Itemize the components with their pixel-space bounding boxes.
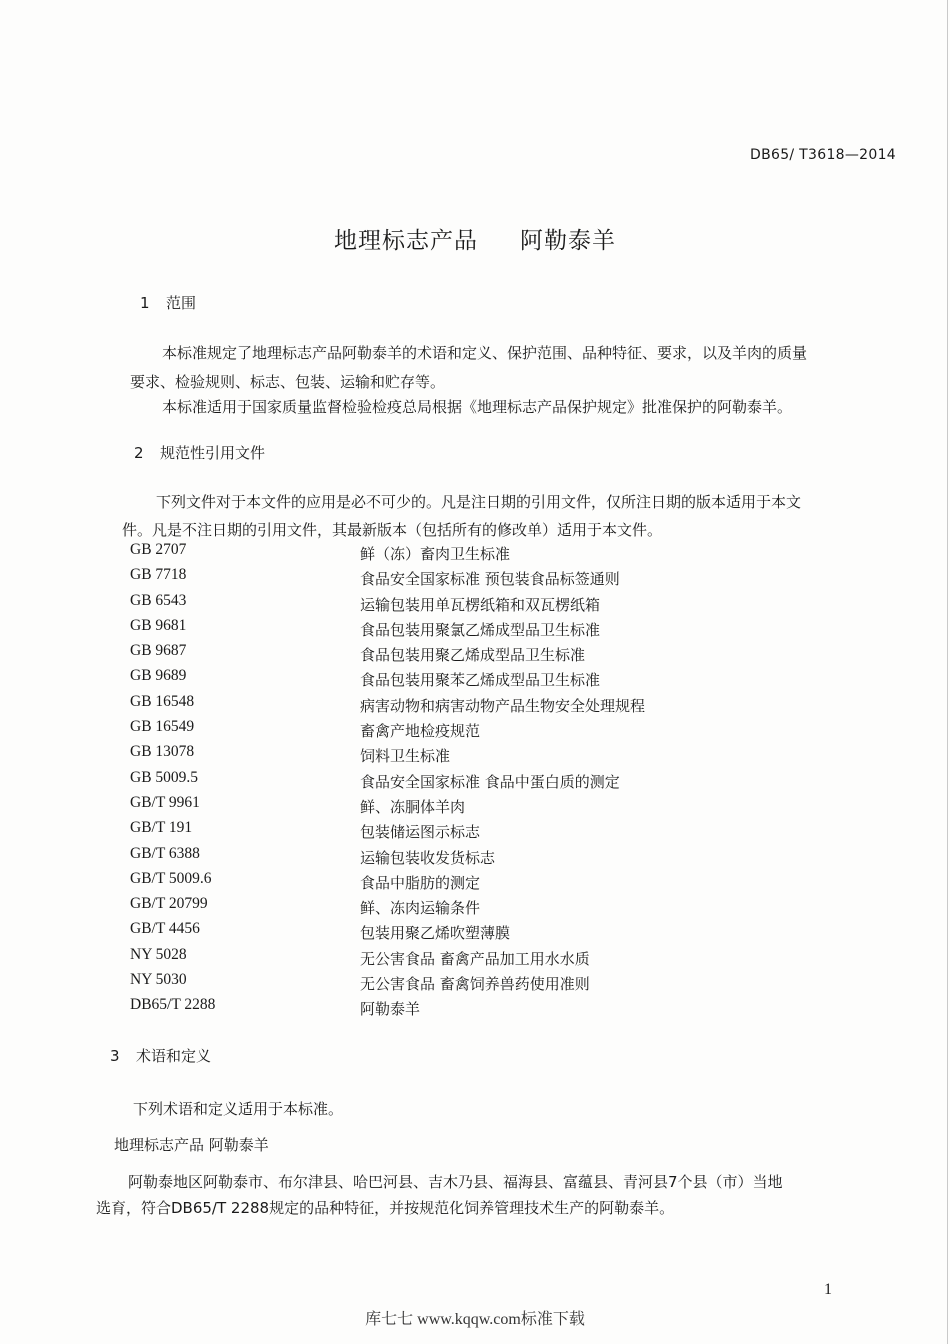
reference-row [130, 845, 770, 870]
section-1-title: 范围 [166, 294, 197, 312]
section-2-heading [134, 442, 265, 463]
section-1-para-2: 本标准适用于国家质量监督检验检疫总局根据《地理标志产品保护规定》批准保护的阿勒泰羊。 [162, 398, 793, 416]
reference-row [130, 541, 770, 566]
term-definition-line-2: 选育，符合DB65/T 2288规定的品种特征，并按规范化饲养管理技术生产的阿勒泰羊。 [96, 1199, 675, 1217]
reference-title: 阿勒泰羊 [360, 1000, 421, 1019]
reference-code: DB65/T 2288 [130, 996, 216, 1014]
section-1-para-1-line-1: 本标准规定了地理标志产品阿勒泰羊的术语和定义、保护范围、品种特征、要求，以及羊肉的质量 [162, 344, 808, 362]
reference-title: 病害动物和病害动物产品生物安全处理规程 [360, 696, 646, 715]
reference-list [130, 541, 770, 1022]
section-2-intro-line-2: 件。凡是不注日期的引用文件，其最新版本（包括所有的修改单）适用于本文件。 [122, 521, 663, 539]
reference-code: GB 6543 [130, 591, 187, 609]
reference-code: GB 16549 [130, 718, 195, 736]
scan-edge-line [947, 0, 948, 1344]
reference-title: 运输包装用单瓦楞纸箱和双瓦楞纸箱 [360, 595, 601, 614]
section-3-intro: 下列术语和定义适用于本标准。 [133, 1100, 344, 1118]
reference-title: 饲料卫生标准 [360, 747, 451, 766]
reference-row [130, 895, 770, 920]
section-3-number: 3 [110, 1047, 120, 1065]
reference-title: 无公害食品 畜禽产品加工用水水质 [360, 949, 590, 968]
reference-row [130, 870, 770, 895]
reference-row [130, 566, 770, 591]
reference-code: GB/T 191 [130, 819, 193, 837]
reference-row [130, 617, 770, 642]
reference-code: NY 5028 [130, 945, 187, 963]
reference-row [130, 642, 770, 667]
reference-row [130, 819, 770, 844]
reference-title: 食品包装用聚氯乙烯成型品卫生标准 [360, 620, 601, 639]
term-definition-line-1: 阿勒泰地区阿勒泰市、布尔津县、哈巴河县、吉木乃县、福海县、富蕴县、青河县7个县（市）当地 [128, 1173, 783, 1191]
reference-code: GB/T 5009.6 [130, 869, 212, 887]
reference-title: 食品安全国家标准 预包装食品标签通则 [360, 570, 620, 589]
document-title [0, 222, 950, 255]
reference-code: GB/T 20799 [130, 895, 208, 913]
section-2-title: 规范性引用文件 [160, 444, 266, 462]
footer-watermark: 库七七 www.kqqw.com标准下载 [365, 1311, 585, 1328]
reference-row [130, 592, 770, 617]
reference-row [130, 743, 770, 768]
reference-title: 鲜（冻）畜肉卫生标准 [360, 545, 511, 563]
section-2-number: 2 [134, 444, 144, 462]
reference-row [130, 920, 770, 945]
standard-number: DB65/ T3618—2014 [750, 147, 896, 163]
reference-code: GB 5009.5 [130, 768, 199, 786]
reference-row [130, 971, 770, 996]
reference-title: 包装储运图示标志 [360, 823, 481, 842]
reference-row [130, 769, 770, 794]
reference-title: 食品中脂肪的测定 [360, 873, 481, 892]
reference-title: 包装用聚乙烯吹塑薄膜 [360, 924, 511, 943]
term-heading: 地理标志产品 阿勒泰羊 [114, 1136, 269, 1154]
reference-title: 运输包装收发货标志 [360, 848, 496, 867]
reference-code: GB 16548 [130, 692, 195, 710]
title-part-1: 地理标志产品 [334, 228, 478, 254]
section-1-para-1-line-2: 要求、检验规则、标志、包装、运输和贮存等。 [130, 373, 446, 391]
reference-code: GB 2707 [130, 541, 187, 558]
reference-code: GB 9681 [130, 616, 187, 634]
section-2-intro-line-1: 下列文件对于本文件的应用是必不可少的。凡是注日期的引用文件，仅所注日期的版本适用于本文 [156, 493, 802, 511]
reference-row [130, 667, 770, 692]
reference-row [130, 693, 770, 718]
reference-title: 鲜、冻胴体羊肉 [360, 797, 466, 816]
reference-title: 无公害食品 畜禽饲养兽药使用准则 [360, 975, 590, 994]
title-part-2: 阿勒泰羊 [520, 228, 616, 254]
reference-code: NY 5030 [130, 971, 187, 989]
reference-row [130, 718, 770, 743]
section-1-heading [140, 292, 196, 313]
reference-row [130, 946, 770, 971]
reference-code: GB 13078 [130, 743, 195, 761]
reference-code: GB/T 9961 [130, 793, 200, 811]
reference-code: GB 7718 [130, 566, 187, 584]
reference-row [130, 794, 770, 819]
section-3-title: 术语和定义 [136, 1047, 212, 1065]
reference-code: GB/T 6388 [130, 844, 200, 862]
reference-title: 食品包装用聚乙烯成型品卫生标准 [360, 646, 586, 665]
section-1-number: 1 [140, 294, 150, 312]
reference-title: 畜禽产地检疫规范 [360, 722, 481, 741]
reference-code: GB/T 4456 [130, 920, 200, 938]
reference-code: GB 9687 [130, 642, 187, 660]
section-3-heading [110, 1045, 211, 1066]
page-number: 1 [824, 1281, 832, 1298]
reference-title: 鲜、冻肉运输条件 [360, 899, 481, 918]
reference-code: GB 9689 [130, 667, 187, 685]
reference-title: 食品包装用聚苯乙烯成型品卫生标准 [360, 671, 601, 690]
reference-row [130, 996, 770, 1021]
reference-title: 食品安全国家标准 食品中蛋白质的测定 [360, 772, 620, 791]
